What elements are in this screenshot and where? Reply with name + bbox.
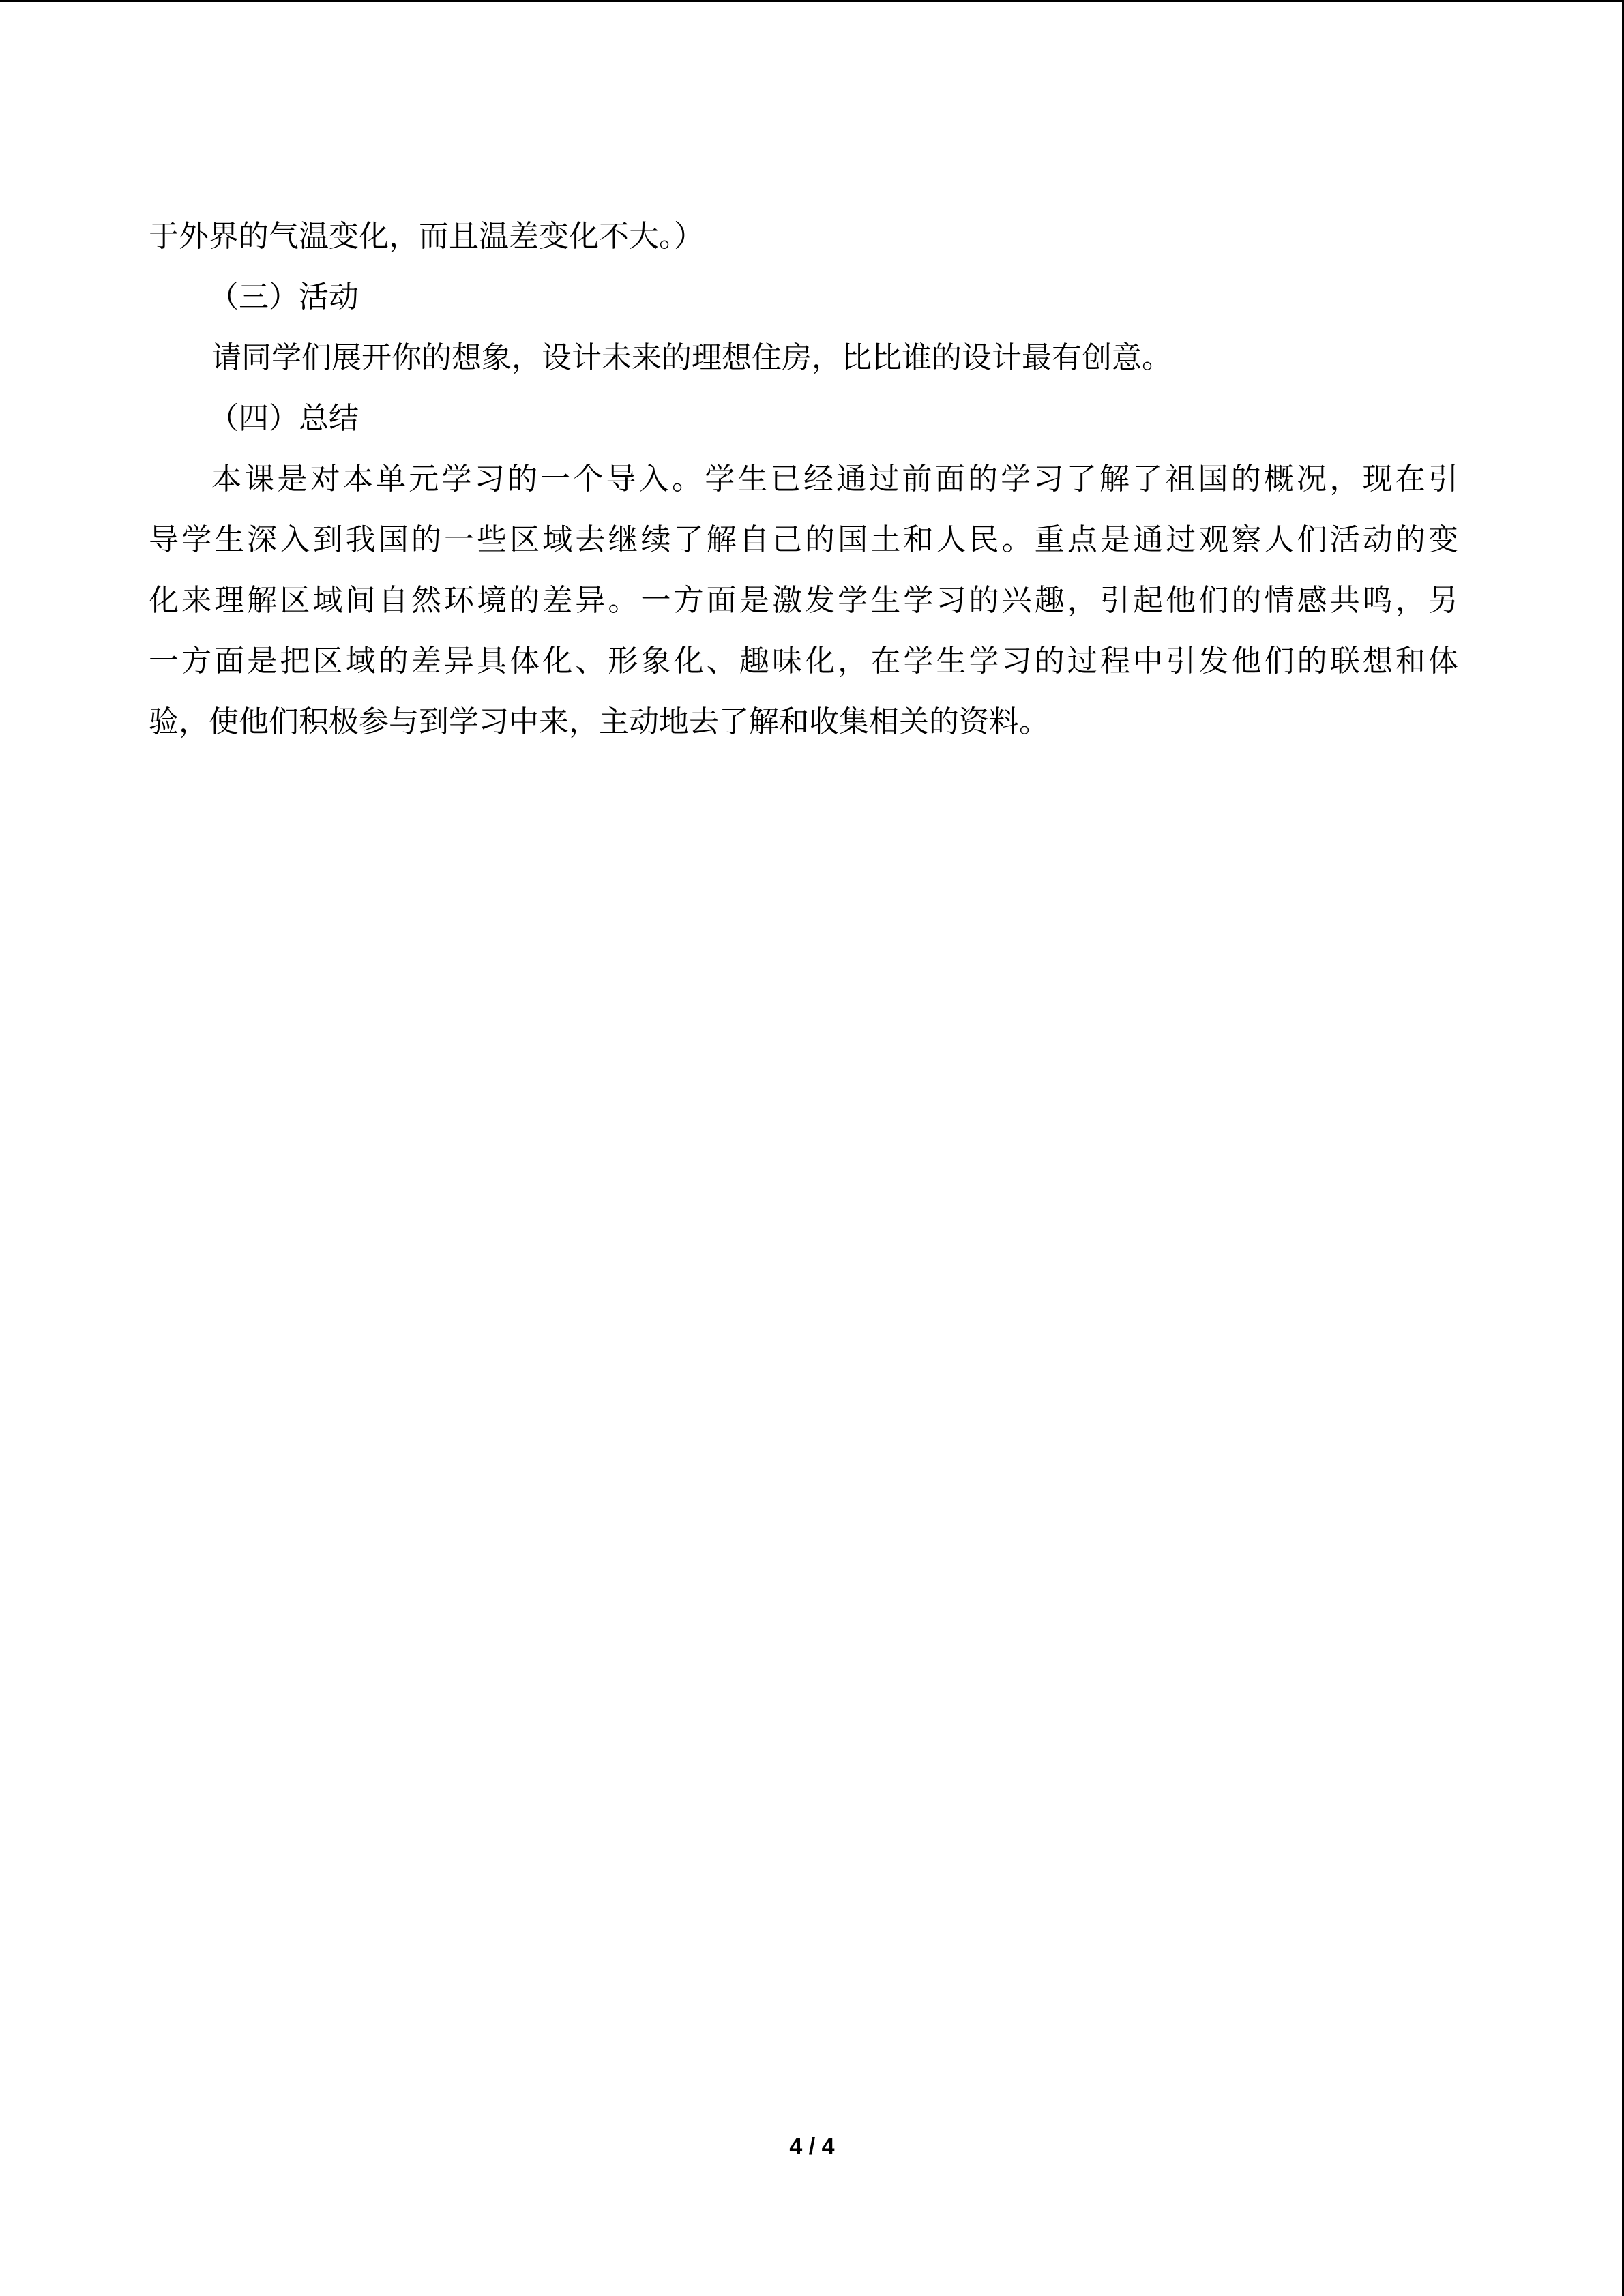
summary-paragraph-line: 导学生深入到我国的一些区域去继续了解自己的国土和人民。重点是通过观察人们活动的变 (149, 522, 1458, 557)
summary-paragraph-line: 一方面是把区域的差异具体化、形象化、趣味化，在学生学习的过程中引发他们的联想和体 (149, 644, 1458, 679)
section-heading-summary: （四）总结 (209, 401, 359, 436)
paragraph-continuation: 于外界的气温变化，而且温差变化不大。） (149, 219, 704, 254)
activity-paragraph: 请同学们展开你的想象，设计未来的理想住房，比比谁的设计最有创意。 (211, 340, 1172, 375)
page-border-top (0, 0, 1624, 2)
summary-paragraph-line: 验，使他们积极参与到学习中来，主动地去了解和收集相关的资料。 (149, 704, 1049, 739)
summary-paragraph-line: 本课是对本单元学习的一个导入。学生已经通过前面的学习了解了祖国的概况，现在引 (211, 462, 1458, 496)
page-number: 4 / 4 (789, 2134, 835, 2160)
section-heading-activity: （三）活动 (209, 280, 359, 314)
summary-paragraph-line: 化来理解区域间自然环境的差异。一方面是激发学生学习的兴趣，引起他们的情感共鸣，另 (149, 583, 1458, 618)
document-body (149, 206, 1458, 752)
